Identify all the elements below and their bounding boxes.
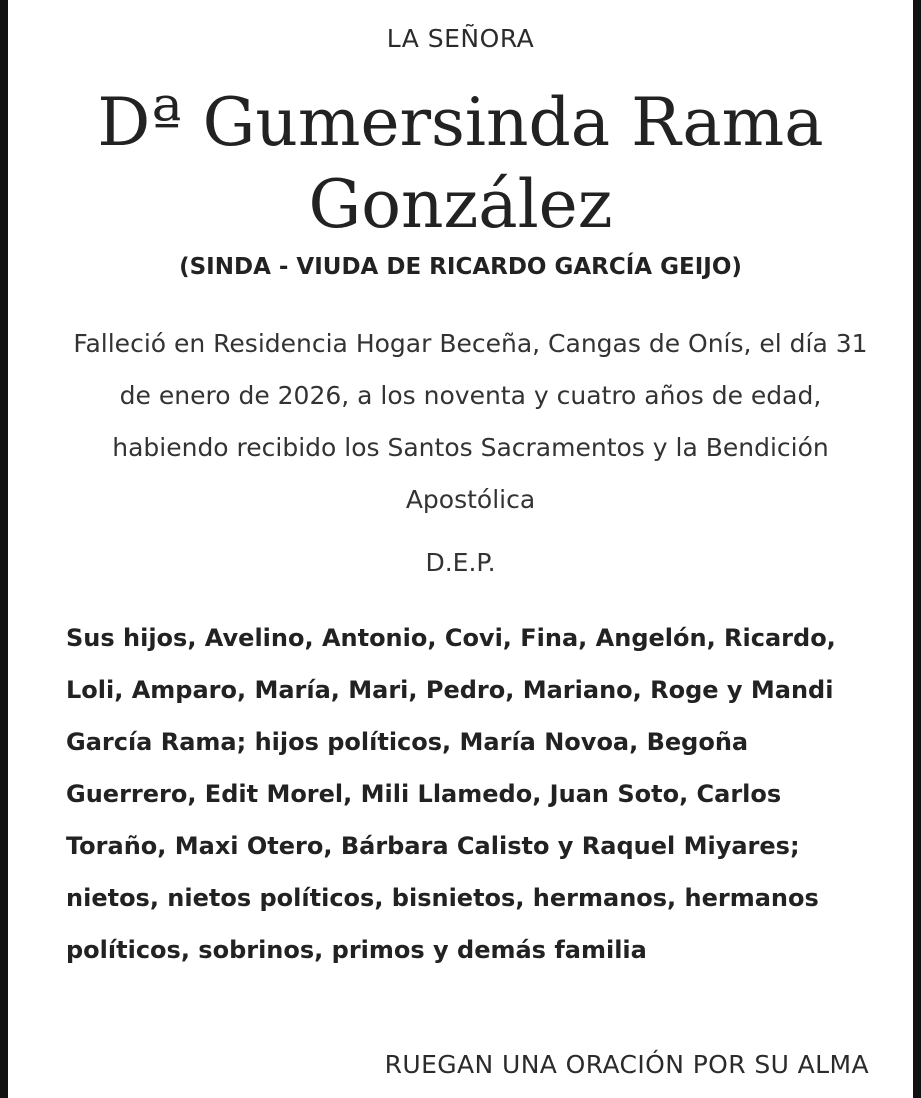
family-mourners-text: Sus hijos, Avelino, Antonio, Covi, Fina, Angelón, Ricardo, Loli, Amparo, María, Mari, Pedro, Mariano, Roge y Mandi García Rama; hijos políticos, María Novoa, Begoña Guerrero, Edit Morel, Mili Llamedo, Juan Soto, Carlos Toraño, Maxi Otero, Bárbara Calisto y Raquel Miyares; nietos, nietos políticos, bisnietos, hermanos, hermanos políticos, sobrinos, primos y demás familia: [66, 624, 836, 964]
rip-abbreviation: D.E.P.: [425, 548, 496, 577]
deceased-name-line-1: Dª Gumersinda Rama: [97, 84, 824, 161]
header-label: LA SEÑORA: [386, 24, 535, 53]
deceased-name-line-2: González: [308, 166, 613, 243]
death-notice-text: Falleció en Residencia Hogar Beceña, Cangas de Onís, el día 31 de enero de 2026, a los noventa y cuatro años de edad, habiendo recibido los Santos Sacramentos y la Bendición Apostólica: [73, 329, 868, 514]
prayer-request: RUEGAN UNA ORACIÓN POR SU ALMA: [384, 1050, 869, 1079]
nickname-widow-note: (SINDA - VIUDA DE RICARDO GARCÍA GEIJO): [179, 254, 742, 280]
deceased-name: [8, 82, 913, 246]
